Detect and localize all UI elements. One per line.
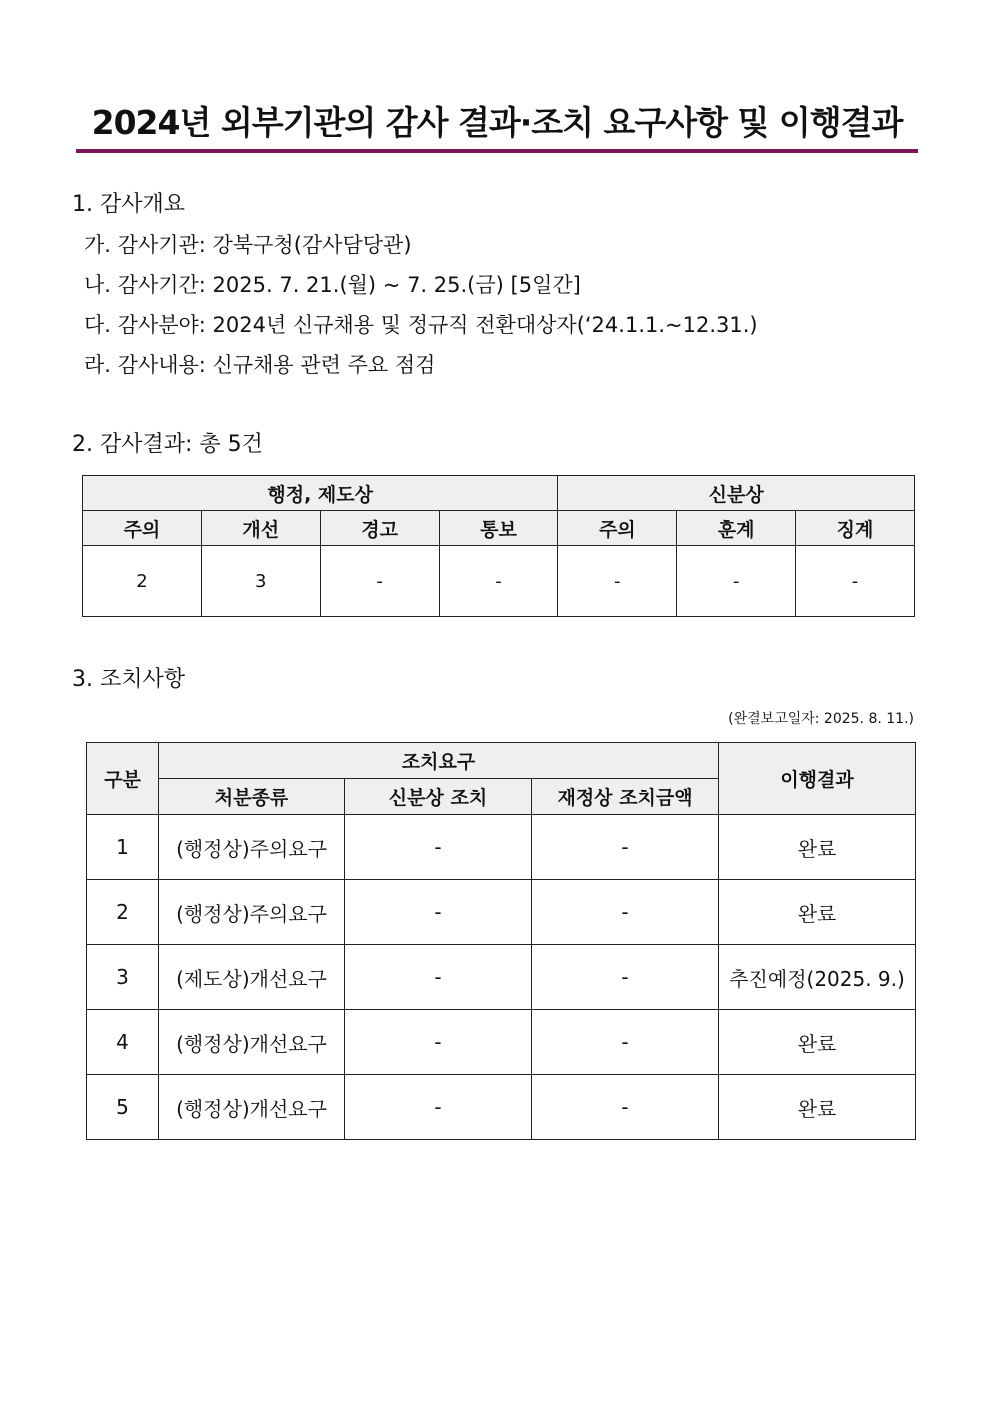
row-type: (행정상)주의요구 xyxy=(159,880,345,945)
header-status-action: 신분상 조치 xyxy=(345,779,532,815)
table-row xyxy=(87,945,916,1010)
row-no: 4 xyxy=(87,1010,159,1075)
row-no: 5 xyxy=(87,1075,159,1140)
overview-label: 라. 감사내용: xyxy=(84,353,206,377)
row-result: 추진예정(2025. 9.) xyxy=(719,945,916,1010)
column-header: 경고 xyxy=(320,511,439,546)
table-row xyxy=(87,815,916,880)
table-row xyxy=(87,880,916,945)
overview-value: 신규채용 관련 주요 점검 xyxy=(212,353,436,377)
row-status-action: - xyxy=(345,815,532,880)
section1-heading: 1. 감사개요 xyxy=(72,192,185,217)
row-status-action: - xyxy=(345,1075,532,1140)
table-row xyxy=(87,1010,916,1075)
table-cell: - xyxy=(439,546,558,617)
row-amount: - xyxy=(532,945,719,1010)
section2-summary: : 총 5건 xyxy=(185,432,263,457)
row-amount: - xyxy=(532,815,719,880)
table-row xyxy=(87,1075,916,1140)
overview-item-content xyxy=(84,350,435,380)
row-status-action: - xyxy=(345,880,532,945)
column-header: 주의 xyxy=(83,511,202,546)
overview-value: 2025. 7. 21.(월) ~ 7. 25.(금) [5일간] xyxy=(212,273,581,297)
header-group: 조치요구 xyxy=(159,743,719,779)
header-result: 이행결과 xyxy=(719,743,916,815)
title-underline xyxy=(76,149,918,153)
row-result: 완료 xyxy=(719,815,916,880)
actions-table xyxy=(86,742,916,1140)
row-result: 완료 xyxy=(719,1075,916,1140)
table-cell: 2 xyxy=(83,546,202,617)
table-cell: - xyxy=(320,546,439,617)
row-no: 1 xyxy=(87,815,159,880)
overview-item-period xyxy=(84,270,581,300)
header-no: 구분 xyxy=(87,743,159,815)
row-status-action: - xyxy=(345,945,532,1010)
row-result: 완료 xyxy=(719,1010,916,1075)
column-header: 통보 xyxy=(439,511,558,546)
overview-item-field xyxy=(84,310,758,340)
overview-item-agency xyxy=(84,230,412,260)
row-amount: - xyxy=(532,1075,719,1140)
row-amount: - xyxy=(532,880,719,945)
column-header: 징계 xyxy=(796,511,915,546)
group-header-admin: 행정, 제도상 xyxy=(83,476,558,511)
section3-heading: 3. 조치사항 xyxy=(72,667,185,692)
page-title: 2024년 외부기관의 감사 결과·조치 요구사항 및 이행결과 xyxy=(91,103,903,142)
table-row xyxy=(83,546,915,617)
overview-value: 2024년 신규채용 및 정규직 전환대상자(‘24.1.1.~12.31.) xyxy=(212,313,758,337)
section2-heading xyxy=(72,430,263,460)
row-type: (제도상)개선요구 xyxy=(159,945,345,1010)
table-cell: - xyxy=(796,546,915,617)
row-type: (행정상)개선요구 xyxy=(159,1010,345,1075)
column-header: 주의 xyxy=(558,511,677,546)
row-no: 3 xyxy=(87,945,159,1010)
table-cell: 3 xyxy=(201,546,320,617)
group-header-personnel: 신분상 xyxy=(558,476,915,511)
row-result: 완료 xyxy=(719,880,916,945)
row-type: (행정상)개선요구 xyxy=(159,1075,345,1140)
overview-label: 나. 감사기간: xyxy=(84,273,206,297)
header-amount: 재정상 조치금액 xyxy=(532,779,719,815)
row-amount: - xyxy=(532,1010,719,1075)
overview-label: 다. 감사분야: xyxy=(84,313,206,337)
table-cell: - xyxy=(558,546,677,617)
row-type: (행정상)주의요구 xyxy=(159,815,345,880)
column-header: 개선 xyxy=(201,511,320,546)
completion-date-note: (완결보고일자: 2025. 8. 11.) xyxy=(728,711,914,727)
row-status-action: - xyxy=(345,1010,532,1075)
section2-title: 2. 감사결과 xyxy=(72,432,185,457)
header-type: 처분종류 xyxy=(159,779,345,815)
overview-label: 가. 감사기관: xyxy=(84,233,206,257)
column-header: 훈계 xyxy=(677,511,796,546)
row-no: 2 xyxy=(87,880,159,945)
overview-value: 강북구청(감사담당관) xyxy=(212,233,412,257)
audit-results-table xyxy=(82,475,915,617)
table-cell: - xyxy=(677,546,796,617)
